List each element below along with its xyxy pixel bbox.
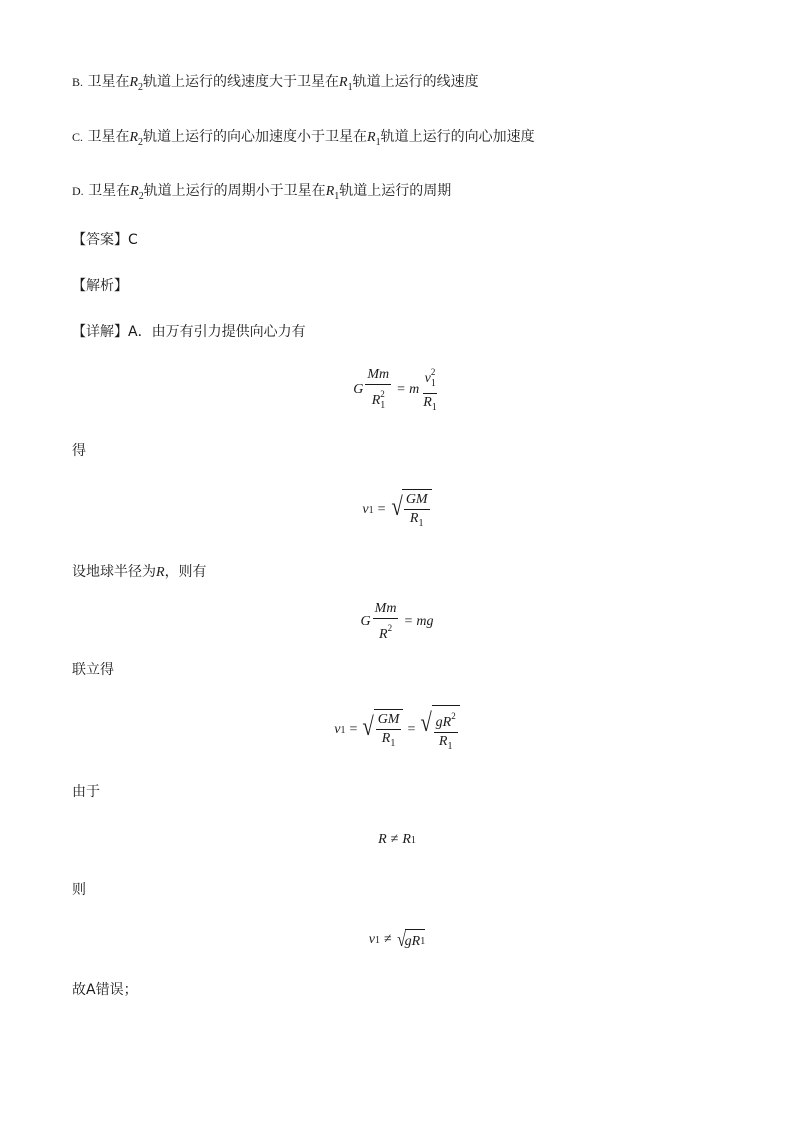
symbol-r: $R_2$ [130, 184, 144, 202]
option-letter: D. [72, 184, 84, 198]
symbol-r: $R_1$ [325, 184, 340, 202]
option-text: 轨道上运行的周期 [339, 183, 452, 199]
equation-r-neq-r1: R ≠ R 1 [378, 832, 416, 847]
symbol-r: $R_2$ [129, 130, 144, 148]
option-letter: B. [72, 75, 84, 89]
detail-text: A．由万有引力提供向心力有 [128, 324, 306, 340]
analysis-label [72, 276, 128, 296]
option-text: 卫星在 [88, 183, 131, 199]
option-text: 轨道上运行的周期小于卫星在 [143, 183, 326, 199]
text-conclusion: 故A错误； [72, 982, 138, 998]
option-text: 轨道上运行的线速度 [352, 74, 479, 90]
text-de: 得 [72, 443, 86, 459]
equation-v1-neq: v 1 ≠ √ g R 1 [368, 929, 426, 951]
symbol-r: $R_1$ [339, 75, 353, 93]
option-text: 轨道上运行的线速度大于卫星在 [143, 74, 340, 90]
analysis-label-text: 【解析】 [72, 278, 128, 294]
equation-gravity-centripetal: G $\frac{Mm}{R_1^2}$ = m $\frac{v_1^2}{R_1}$ [0, 368, 794, 412]
symbol-r: $R_1$ [367, 130, 381, 148]
symbol-r: $R_2$ [129, 75, 144, 93]
option-b [72, 72, 479, 98]
text-youyu: 由于 [72, 784, 100, 800]
option-text: 轨道上运行的向心加速度小于卫星在 [143, 129, 368, 145]
option-letter: C. [72, 130, 84, 144]
answer-line [72, 230, 138, 250]
answer-value: C [128, 232, 138, 248]
option-d [72, 181, 451, 207]
text-set-radius: 设地球半径为R，则有 [72, 564, 207, 580]
option-text: 卫星在 [87, 74, 130, 90]
detail-line [72, 322, 306, 342]
equation-surface-gravity: G $\frac{Mm}{R^2}$ = mg [360, 601, 434, 642]
text-ze: 则 [72, 882, 86, 898]
detail-label: 【详解】 [72, 324, 128, 340]
equation-v1: v 1 = √ $\frac{GM}{R_1}$ [0, 486, 794, 534]
option-c [72, 127, 535, 153]
answer-label: 【答案】 [72, 232, 128, 248]
option-text: 卫星在 [87, 129, 130, 145]
text-lianli: 联立得 [72, 662, 114, 678]
equation-combined: v 1 = √ $\frac{GM}{R_1}$ = √ $\frac{gR^2}{R_1}$ [0, 704, 794, 756]
option-text: 轨道上运行的向心加速度 [380, 129, 535, 145]
